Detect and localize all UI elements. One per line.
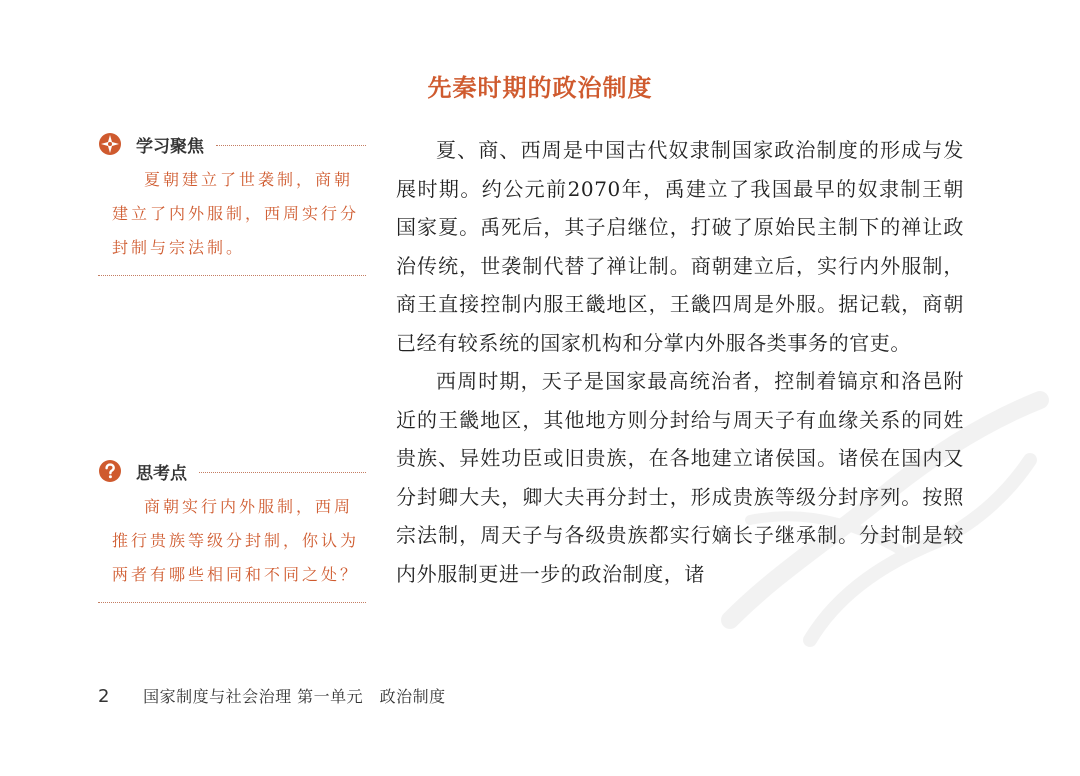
thinking-point-header	[98, 456, 366, 486]
question-mark-icon	[98, 459, 122, 483]
running-footer-text: 国家制度与社会治理 第一单元 政治制度	[143, 687, 446, 706]
thinking-point-bottom-rule	[98, 602, 366, 603]
learning-focus-text: 夏朝建立了世袭制，商朝建立了内外服制，西周实行分封制与宗法制。	[112, 170, 360, 257]
header-dotted-rule	[216, 145, 366, 146]
learning-focus-box	[98, 129, 366, 276]
body-paragraph: 西周时期，天子是国家最高统治者，控制着镐京和洛邑附近的王畿地区，其他地方则分封给与周天子有血缘关系的同姓贵族、异姓功臣或旧贵族，在各地建立诸侯国。诸侯在国内又分封卿大夫，卿大夫再分封士，形成贵族等级分封序列。按照宗法制，周天子与各级贵族都实行嫡长子继承制。分封制是较内外服制更进一步的政治制度，诸	[396, 369, 964, 586]
learning-focus-bottom-rule	[98, 275, 366, 276]
page-footer	[98, 684, 446, 707]
learning-focus-header	[98, 129, 366, 159]
body-paragraph: 夏、商、西周是中国古代奴隶制国家政治制度的形成与发展时期。约公元前2070年，禹建立了我国最早的奴隶制王朝国家夏。禹死后，其子启继位，打破了原始民主制下的禅让政治传统，世袭制代替了禅让制。商朝建立后，实行内外服制，商王直接控制内服王畿地区，王畿四周是外服。据记载，商朝已经有较系统的国家机构和分掌内外服各类事务的官吏。	[396, 138, 964, 355]
main-body-text	[396, 131, 964, 593]
thinking-point-text: 商朝实行内外服制，西周推行贵族等级分封制，你认为两者有哪些相同和不同之处？	[112, 497, 360, 584]
page-number: 2	[98, 686, 110, 707]
learning-focus-label: 学习聚焦	[136, 136, 204, 157]
thinking-point-box	[98, 456, 366, 603]
section-title: 先秦时期的政治制度	[427, 74, 653, 102]
thinking-point-label: 思考点	[136, 463, 187, 484]
compass-focus-icon	[98, 132, 122, 156]
header-dotted-rule	[199, 472, 366, 473]
